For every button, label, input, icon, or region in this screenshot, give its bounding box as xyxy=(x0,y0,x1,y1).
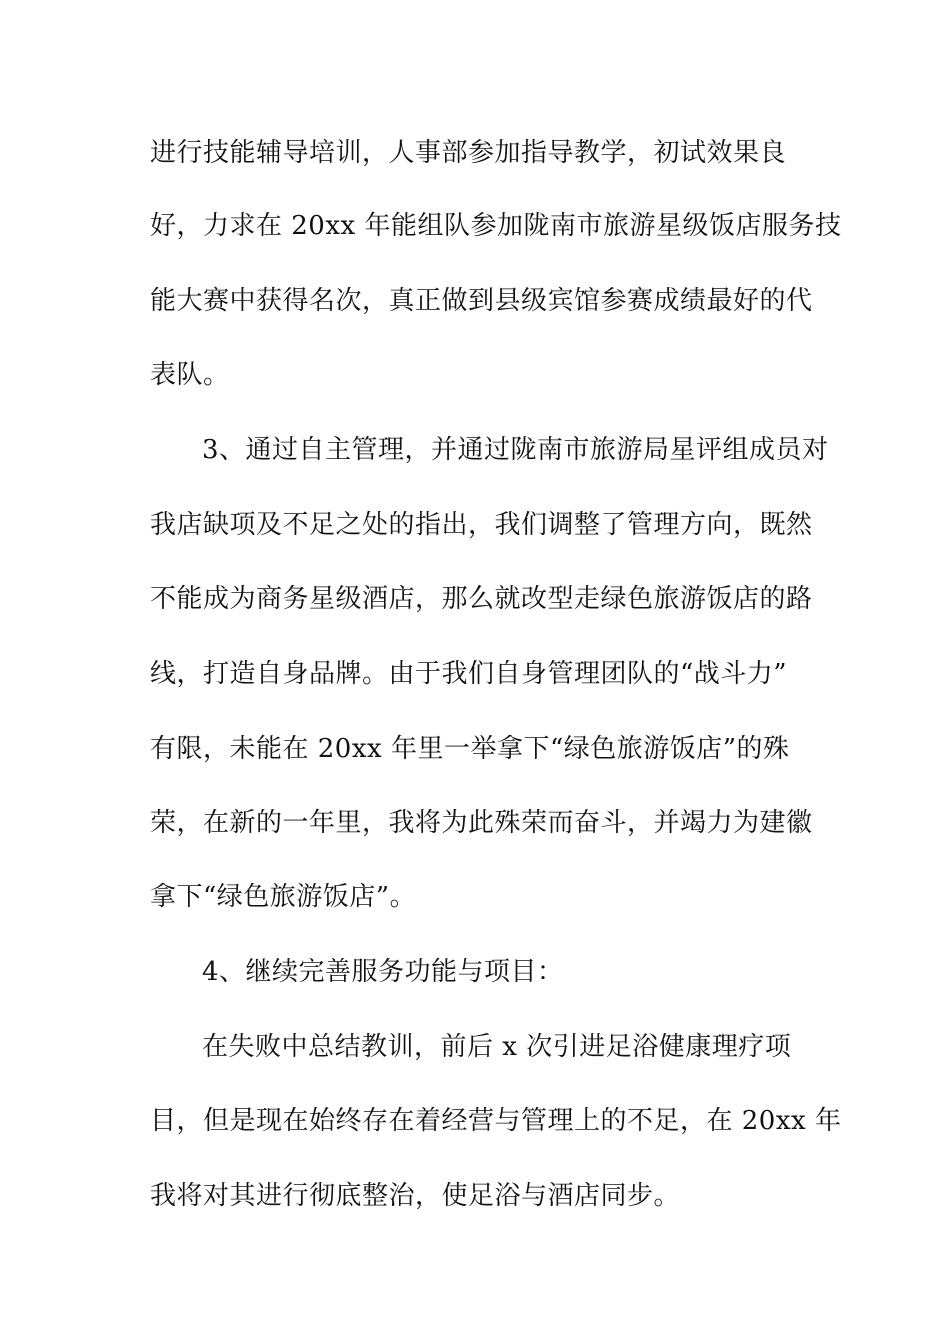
text-line: 拿下“绿色旅游饭店”。 xyxy=(150,882,417,912)
text-line: 目，但是现在始终存在着经营与管理上的不足，在 20xx 年 xyxy=(150,1106,842,1136)
text-line: 能大赛中获得名次，真正做到县级宾馆参赛成绩最好的代 xyxy=(150,286,813,316)
text-line: 有限，未能在 20xx 年里一举拿下“绿色旅游饭店”的殊 xyxy=(150,734,790,764)
text-line: 进行技能辅导培训，人事部参加指导教学，初试效果良 xyxy=(150,138,787,168)
text-line: 我店缺项及不足之处的指出，我们调整了管理方向，既然 xyxy=(150,510,813,540)
text-line: 线，打造自身品牌。由于我们自身管理团队的“战斗力” xyxy=(150,659,788,689)
text-line: 荣，在新的一年里，我将为此殊荣而奋斗，并竭力为建徽 xyxy=(150,808,813,838)
paragraph-start-line: 在失败中总结教训，前后 x 次引进足浴健康理疗项 xyxy=(202,1032,792,1062)
text-line: 表队。 xyxy=(150,360,230,390)
text-line: 我将对其进行彻底整治，使足浴与酒店同步。 xyxy=(150,1181,681,1211)
text-line: 不能成为商务星级酒店，那么就改型走绿色旅游饭店的路 xyxy=(150,584,813,614)
paragraph-start-line: 3、通过自主管理，并通过陇南市旅游局星评组成员对 xyxy=(202,435,829,465)
section-heading: 4、继续完善服务功能与项目： xyxy=(202,957,564,987)
text-line: 好，力求在 20xx 年能组队参加陇南市旅游星级饭店服务技 xyxy=(150,211,842,241)
